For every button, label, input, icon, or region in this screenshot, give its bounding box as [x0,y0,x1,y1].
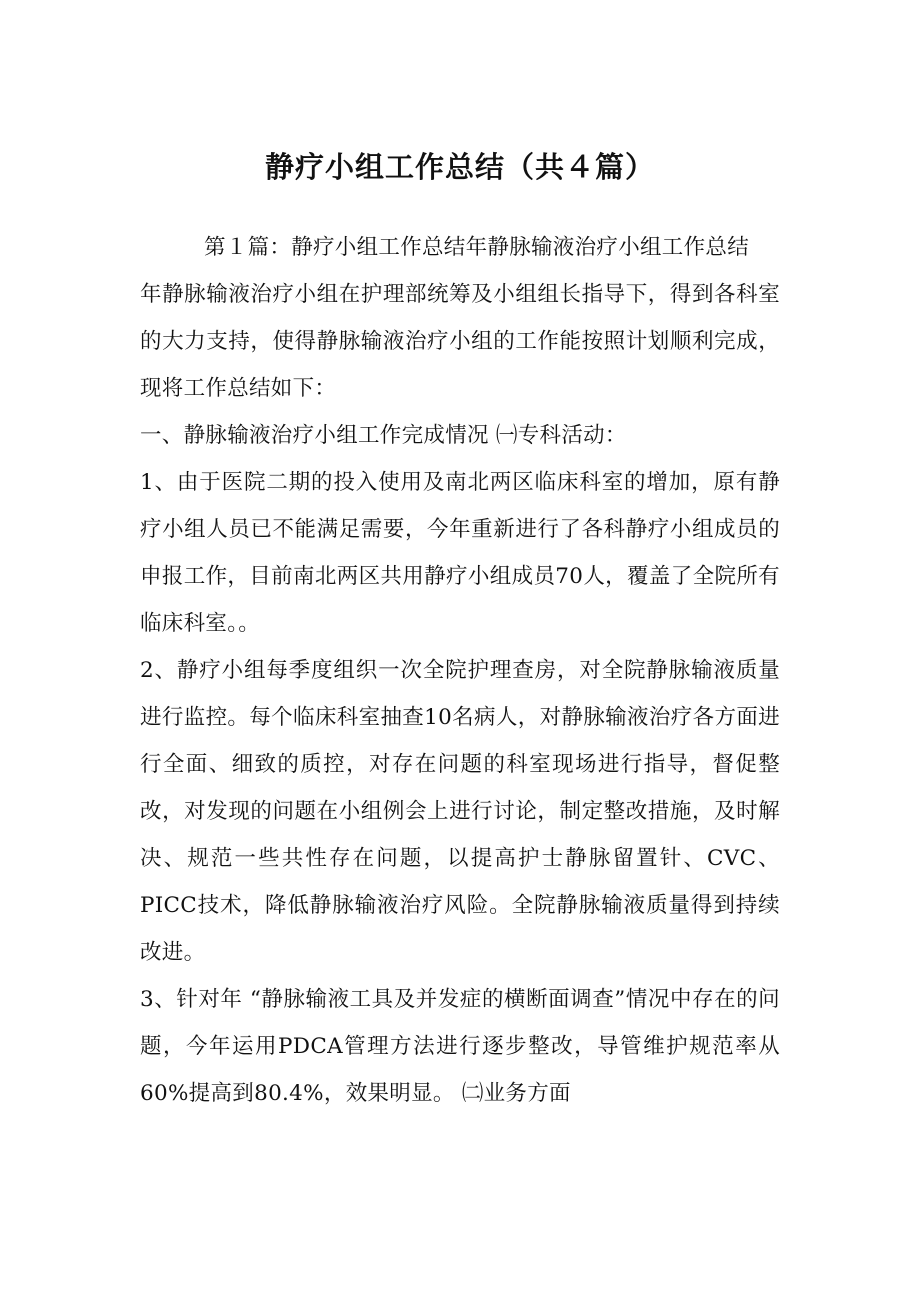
document-body [140,224,780,1117]
paragraph-item-1: 1、由于医院二期的投入使用及南北两区临床科室的增加，原有静疗小组人员已不能满足需要，今年重新进行了各科静疗小组成员的申报工作，目前南北两区共用静疗小组成员70人，覆盖了全院所有临床科室。。 [140,470,780,636]
paragraph-item-2: 2、静疗小组每季度组织一次全院护理查房，对全院静脉输液质量进行监控。每个临床科室抽查10名病人，对静脉输液治疗各方面进行全面、细致的质控，对存在问题的科室现场进行指导，督促整改，对发现的问题在小组例会上进行讨论，制定整改措施，及时解决、规范一些共性存在问题，以提高护士静脉留置针、CVC、PICC技术，降低静脉输液治疗风险。全院静脉输液质量得到持续改进。 [140,658,780,965]
paragraph-section-heading: 一、静脉输液治疗小组工作完成情况 ㈠专科活动： [140,423,627,448]
document-title: 静疗小组工作总结（共４篇） [264,150,655,184]
paragraph-intro: 年静脉输液治疗小组在护理部统筹及小组组长指导下，得到各科室的大力支持，使得静脉输液治疗小组的工作能按照计划顺利完成，现将工作总结如下： [140,282,780,401]
paragraph-item-3: 3、针对年 “静脉输液工具及并发症的横断面调查”情况中存在的问题，今年运用PDCA管理方法进行逐步整改，导管维护规范率从60%提高到80.4%，效果明显。 ㈡业务方面 [140,987,780,1106]
paragraph-heading: 第１篇：静疗小组工作总结年静脉输液治疗小组工作总结 [204,235,750,260]
